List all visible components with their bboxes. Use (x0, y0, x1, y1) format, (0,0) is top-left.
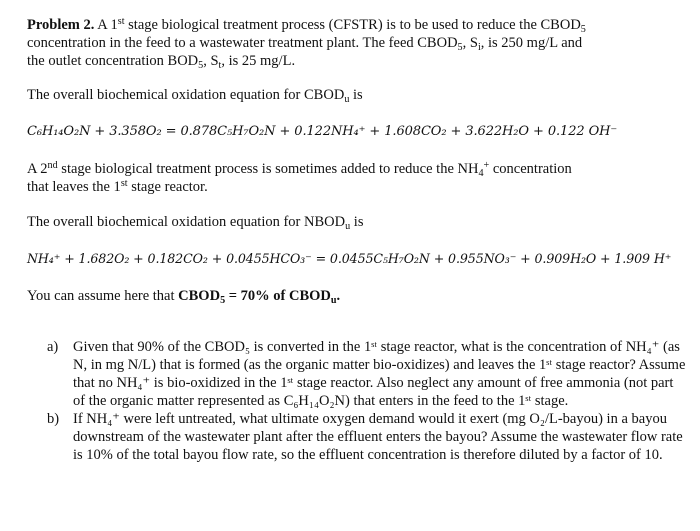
subscript: u (345, 221, 351, 232)
superscript: + (483, 160, 490, 171)
body-text: that leaves the 1 (27, 179, 121, 195)
subscript: u (344, 94, 350, 105)
intro-text: concentration in the feed to a wastewater treatment plant. The feed CBOD (27, 35, 458, 51)
subscript: u (330, 295, 337, 306)
body-text: is (350, 214, 364, 230)
body-text: stage reactor. (127, 179, 208, 195)
ordinal-st: st (117, 16, 125, 27)
subscript: 4 (478, 168, 484, 179)
intro-text: , is 250 mg/L and (480, 35, 583, 51)
body-text: A 2 (27, 161, 48, 177)
ordinal-nd: nd (47, 160, 58, 171)
body-text: The overall biochemical oxidation equation for CBOD (27, 87, 345, 103)
assumption-text (27, 287, 687, 305)
bold-text: = 70% of CBOD (225, 288, 331, 304)
problem-statement (27, 16, 687, 70)
question-item-a (47, 338, 687, 410)
subscript: t (218, 60, 222, 71)
intro-text: , S (203, 53, 219, 69)
cbod-equation: C₆H₁₄O₂N + 3.358O₂ = 0.878C₅H₇O₂N + 0.122NH₄⁺ + 1.608CO₂ + 3.622H₂O + 0.122 OH⁻ (27, 124, 618, 139)
bold-text: CBOD (178, 288, 221, 304)
question-marker: b) (47, 411, 60, 427)
intro-text: A 1 (94, 17, 118, 33)
problem-label: Problem 2. (27, 17, 95, 33)
subscript: 5 (580, 24, 586, 35)
nbod-equation: NH₄⁺ + 1.682O₂ + 0.182CO₂ + 0.0455HCO₃⁻ = 0.0455C₅H₇O₂N + 0.955NO₃⁻ + 0.909H₂O + 1.909 H⁺ (27, 251, 672, 266)
intro-text: the outlet concentration BOD (27, 53, 199, 69)
question-text: Given that 90% of the CBOD₅ is converted in the 1ˢᵗ stage reactor, what is the concentration of NH₄⁺ (as N, in mg N/L) that is formed (as the organic matter bio-oxidizes) and leaves the 1ˢᵗ stage reactor? Assume that no NH₄⁺ is bio-oxidized in the 1ˢᵗ stage reactor. Also neglect any amount of free ammonia (not part of the organic matter represented as C₆H₁₄O₂N) that enters in the feed to the 1ˢᵗ stage. (73, 339, 686, 409)
question-list (27, 338, 687, 464)
body-text: stage biological treatment process is sometimes added to reduce the NH (57, 161, 479, 177)
question-item-b (47, 410, 687, 464)
subscript: 5 (198, 60, 204, 71)
body-text: You can assume here that (27, 288, 179, 304)
question-marker: a) (47, 339, 59, 355)
bold-text: . (336, 288, 341, 304)
question-text: If NH₄⁺ were left untreated, what ultimate oxygen demand would it exert (mg O₂/L-bayou) in a bayou downstream of the wastewater plant after the effluent enters the bayou? Assume the wastewater flow rate is 10% of the total bayou flow rate, so the effluent concentration is therefore diluted by a factor of 10. (73, 411, 683, 463)
subscript: 5 (220, 295, 226, 306)
second-stage-text (27, 160, 687, 196)
intro-text: stage biological treatment process (CFSTR) is to be used to reduce the CBOD (124, 17, 581, 33)
body-text: The overall biochemical oxidation equation for NBOD (27, 214, 346, 230)
intro-text: , S (462, 35, 478, 51)
subscript: i (477, 42, 481, 53)
subscript: 5 (457, 42, 463, 53)
problem-document (27, 10, 687, 464)
body-text: is (349, 87, 363, 103)
intro-text: , is 25 mg/L. (221, 53, 296, 69)
body-text: concentration (489, 161, 572, 177)
cbod-equation-intro (27, 86, 687, 104)
nbod-equation-intro (27, 213, 687, 231)
ordinal-st: st (120, 178, 128, 189)
